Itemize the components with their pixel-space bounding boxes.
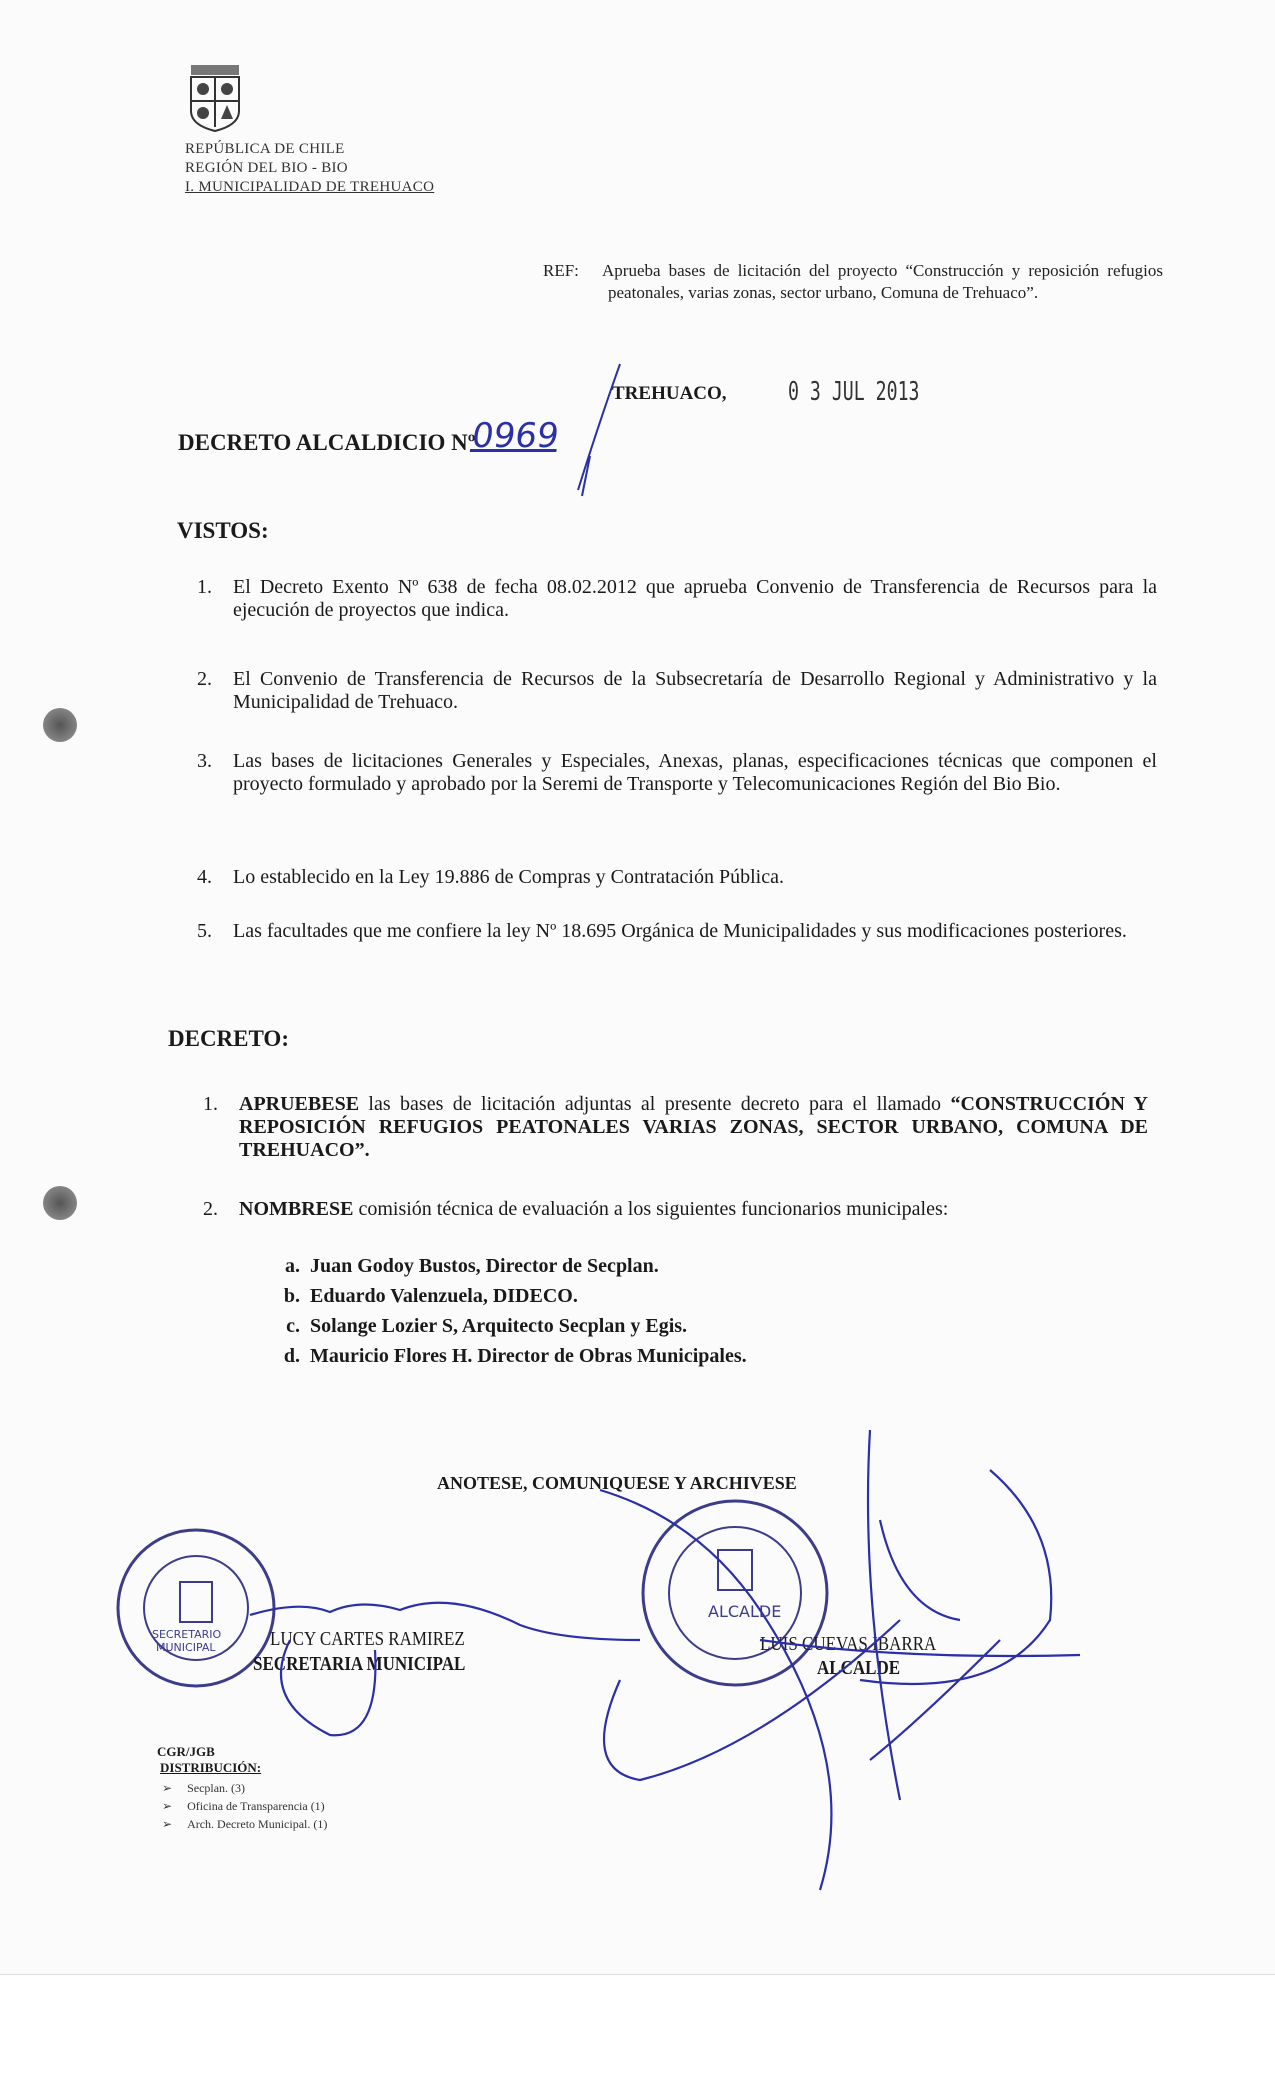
commission-member <box>272 1284 578 1308</box>
member-text: Eduardo Valenzuela, DIDECO. <box>310 1285 578 1307</box>
vistos-item <box>197 866 1157 889</box>
member-text: Solange Lozier S, Arquitecto Secplan y Egis. <box>310 1315 688 1337</box>
item-text: Las facultades que me confiere la ley Nº 18.695 Orgánica de Municipalidades y sus modificaciones posteriores. <box>233 920 1127 942</box>
member-letter: b. <box>283 1285 300 1307</box>
item-number: 2. <box>203 1198 218 1220</box>
vistos-item <box>197 750 1157 796</box>
decreto-item <box>203 1198 1148 1221</box>
member-text: Mauricio Flores H. Director de Obras Municipales. <box>310 1345 747 1367</box>
member-letter: a. <box>285 1255 300 1277</box>
item-text: El Decreto Exento Nº 638 de fecha 08.02.2012 que aprueba Convenio de Transferencia de Recursos para la ejecución de proyectos que indica. <box>233 576 1157 621</box>
item-keyword: NOMBRESE <box>239 1198 354 1220</box>
commission-member <box>272 1314 687 1338</box>
commission-member <box>272 1254 659 1278</box>
distribution-item: ➢ Oficina de Transparencia (1) <box>162 1799 325 1813</box>
header-line: REGIÓN DEL BIO - BIO <box>185 160 348 176</box>
item-number: 4. <box>197 866 212 888</box>
member-text: Juan Godoy Bustos, Director de Secplan. <box>310 1255 659 1277</box>
project-name: “CONSTRUCCIÓN Y REPOSICIÓN REFUGIOS PEATONALES VARIAS ZONAS, SECTOR URBANO, COMUNA DE TREHUACO”. <box>239 1093 1148 1161</box>
handwritten-slash <box>570 360 630 500</box>
mayor-role: ALCALDE <box>817 1657 901 1679</box>
punch-hole <box>43 1186 77 1220</box>
svg-text:SECRETARIO: SECRETARIO <box>152 1628 222 1641</box>
item-number: 2. <box>197 668 212 690</box>
member-letter: d. <box>283 1345 300 1367</box>
decreto-item <box>203 1093 1148 1162</box>
member-letter: c. <box>286 1315 300 1337</box>
initials: CGR/JGB <box>157 1744 215 1759</box>
decree-title: DECRETO ALCALDICIO Nº <box>178 430 476 455</box>
distribution-item-text: Oficina de Transparencia (1) <box>187 1799 325 1813</box>
item-text: Lo establecido en la Ley 19.886 de Compras y Contratación Pública. <box>233 866 784 888</box>
item-keyword: APRUEBESE <box>239 1093 360 1115</box>
vistos-item <box>197 920 1157 943</box>
ref-label: REF: <box>543 261 579 280</box>
issuer-header <box>185 140 434 197</box>
svg-text:MUNICIPAL: MUNICIPAL <box>156 1641 216 1654</box>
vistos-item <box>197 576 1157 622</box>
item-text: Las bases de licitaciones Generales y Especiales, Anexas, planas, especificaciones técnicas que componen el proyecto formulado y aprobado por la Seremi de Transporte y Telecomunicaciones Región del Bio Bio. <box>233 750 1157 795</box>
distribution-list <box>162 1779 327 1833</box>
item-text: las bases de licitación adjuntas al presente decreto para el llamado <box>359 1093 951 1115</box>
ref-text: Aprueba bases de licitación del proyecto “Construcción y reposición refugios peatonales, varias zonas, sector urbano, Comuna de Trehuaco”. <box>602 261 1163 302</box>
date-stamp: 0 3 JUL 2013 <box>788 377 920 407</box>
decreto-heading: DECRETO: <box>168 1026 289 1051</box>
decree-number-handwritten: 0969 <box>469 416 562 456</box>
distribution-heading: DISTRIBUCIÓN: <box>160 1760 262 1775</box>
vistos-heading: VISTOS: <box>177 518 269 543</box>
mayor-name: LUIS CUEVAS IBARRA <box>760 1633 937 1655</box>
item-number: 5. <box>197 920 212 942</box>
svg-text:ALCALDE: ALCALDE <box>708 1602 782 1621</box>
mayor-stamp <box>630 1495 830 1695</box>
distribution-item-text: Secplan. (3) <box>187 1781 246 1795</box>
secretary-role: SECRETARIA MUNICIPAL <box>253 1653 466 1675</box>
secretary-name: LUCY CARTES RAMIREZ <box>270 1628 465 1650</box>
place-label: TREHUACO, <box>612 383 727 404</box>
punch-hole <box>43 708 77 742</box>
header-line: REPÚBLICA DE CHILE <box>185 141 345 157</box>
closing-formula: ANOTESE, COMUNIQUESE Y ARCHIVESE <box>437 1473 797 1493</box>
item-number: 1. <box>197 576 212 598</box>
vistos-item <box>197 668 1157 714</box>
item-text: comisión técnica de evaluación a los siguientes funcionarios municipales: <box>353 1198 949 1220</box>
item-text: El Convenio de Transferencia de Recursos de la Subsecretaría de Desarrollo Regional y Administrativo y la Municipalidad de Trehuaco. <box>233 668 1157 713</box>
distribution-item-text: Arch. Decreto Municipal. (1) <box>187 1817 328 1831</box>
commission-member <box>272 1344 747 1368</box>
item-number: 3. <box>197 750 212 772</box>
item-number: 1. <box>203 1093 218 1115</box>
distribution-item: ➢ Secplan. (3) <box>162 1781 246 1795</box>
distribution-item: ➢ Arch. Decreto Municipal. (1) <box>162 1817 328 1831</box>
header-line: I. MUNICIPALIDAD DE TREHUACO <box>185 179 435 195</box>
coat-of-arms-logo <box>185 63 245 133</box>
